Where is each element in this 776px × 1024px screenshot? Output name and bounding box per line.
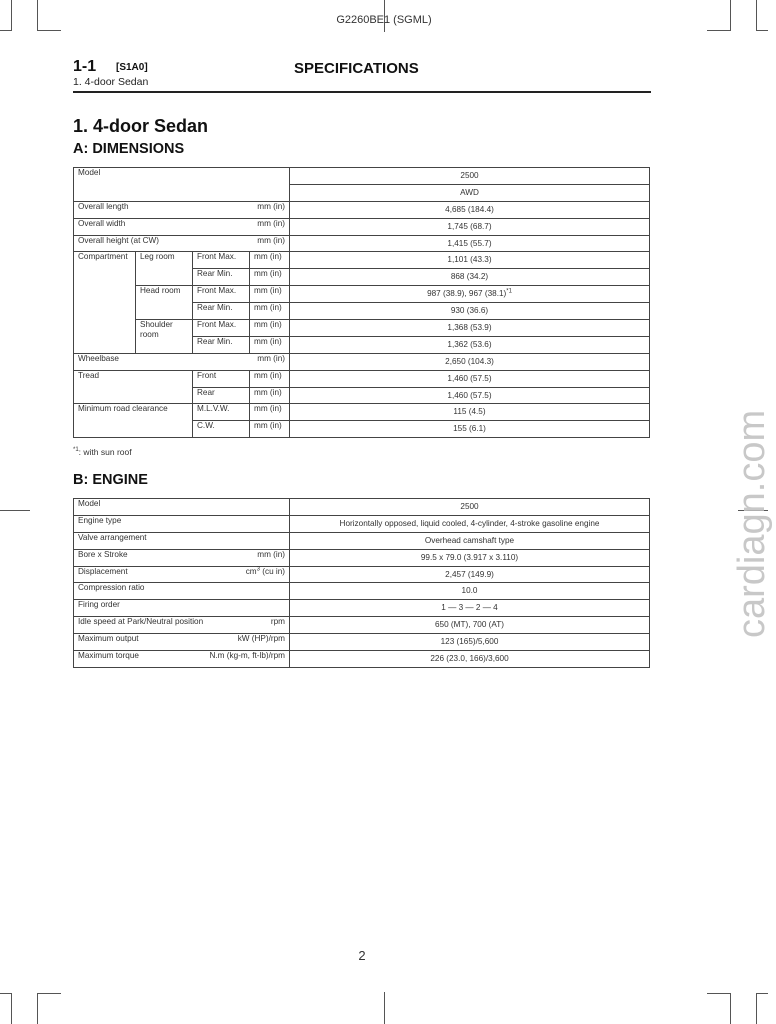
document-code: G2260BE1 (SGML) [336, 14, 432, 26]
crop-mark [0, 510, 30, 511]
crop-mark [384, 992, 385, 1024]
table-row [74, 617, 650, 634]
table-row [74, 583, 650, 600]
crop-mark [37, 993, 61, 994]
crop-mark [756, 30, 768, 31]
mlvw-label: M.L.V.W. [193, 404, 250, 421]
page-title: SPECIFICATIONS [294, 60, 419, 77]
table-row [74, 532, 650, 549]
table-row [74, 634, 650, 651]
table-row [74, 549, 650, 566]
row-label: Bore x Stroke [78, 549, 128, 559]
footnote-text: : with sun roof [78, 447, 132, 457]
row-unit: rpm [270, 617, 285, 627]
row-value: 99.5 x 79.0 (3.917 x 3.110) [290, 549, 650, 566]
table-row [74, 320, 650, 337]
engine-row-header [74, 634, 290, 651]
header-divider [73, 91, 651, 93]
crop-mark [707, 30, 731, 31]
crop-mark [0, 993, 12, 994]
front-max-label: Front Max. [193, 252, 250, 269]
engine-row-header [74, 515, 290, 532]
tread-rear-label: Rear [193, 387, 250, 404]
table-row [74, 566, 650, 583]
table-row [74, 168, 650, 185]
row-label: Compression ratio [78, 583, 145, 593]
crop-mark [707, 993, 731, 994]
row-unit: mm (in) [250, 303, 290, 320]
row-label: Valve arrangement [78, 532, 147, 542]
tread-front-label: Front [193, 370, 250, 387]
row-unit: mm (in) [250, 336, 290, 353]
rear-min-label: Rear Min. [193, 303, 250, 320]
row-value: 2,650 (104.3) [290, 353, 650, 370]
row-unit: mm (in) [257, 201, 285, 211]
row-value: 1,362 (53.6) [290, 336, 650, 353]
crop-mark [730, 994, 731, 1024]
engine-row-header [74, 583, 290, 600]
front-max-label: Front Max. [193, 320, 250, 337]
row-value: 650 (MT), 700 (AT) [290, 617, 650, 634]
table-row [74, 499, 650, 516]
watermark [726, 380, 776, 640]
model-label: Model [74, 168, 290, 202]
row-unit: mm (in) [250, 320, 290, 337]
table-row [74, 201, 650, 218]
row-value: 1,745 (68.7) [290, 218, 650, 235]
crop-mark [11, 994, 12, 1024]
row-unit: mm (in) [250, 387, 290, 404]
footnote-ref: *1 [506, 288, 512, 295]
row-label: Firing order [78, 600, 120, 610]
row-unit: $cm^3$ (cu in) [245, 565, 285, 576]
compartment-label: Compartment [74, 252, 136, 353]
engine-row-header [74, 617, 290, 634]
head-room-label: Head room [136, 286, 193, 320]
table-row [74, 252, 650, 269]
engine-table [73, 498, 650, 668]
row-unit: mm (in) [250, 421, 290, 438]
crop-mark [37, 994, 38, 1024]
engine-row-header [74, 651, 290, 668]
page-number: 2 [358, 948, 366, 963]
row-label: Model [78, 499, 101, 508]
row-unit: N.m (kg-m, ft-lb)/rpm [209, 651, 285, 661]
row-value: 1,101 (43.3) [290, 252, 650, 269]
row-value: 226 (23.0, 166)/3,600 [290, 651, 650, 668]
crop-mark [37, 30, 61, 31]
row-value: 930 (36.6) [290, 303, 650, 320]
row-unit: mm (in) [257, 353, 285, 363]
table-row [74, 218, 650, 235]
row-value: 2500 [290, 499, 650, 516]
engine-row-header [74, 499, 290, 516]
row-unit: mm (in) [250, 252, 290, 269]
row-value: Overhead camshaft type [290, 532, 650, 549]
row-unit: mm (in) [257, 218, 285, 228]
row-unit: mm (in) [250, 269, 290, 286]
row-value: 123 (165)/5,600 [290, 634, 650, 651]
row-value: 1,368 (53.9) [290, 320, 650, 337]
row-label: Idle speed at Park/Neutral position [78, 617, 204, 627]
watermark-text: cardiagn.com [731, 409, 773, 638]
row-value: 1,460 (57.5) [290, 387, 650, 404]
row-label: Displacement [78, 566, 128, 576]
row-value: 155 (6.1) [290, 421, 650, 438]
row-unit: kW (HP)/rpm [237, 634, 285, 644]
engine-row-header [74, 532, 290, 549]
table-row [74, 651, 650, 668]
row-unit: mm (in) [250, 370, 290, 387]
row-value: 987 (38.9), 967 (38.1) [427, 289, 507, 299]
engine-row-header [74, 600, 290, 617]
row-value: 115 (4.5) [290, 404, 650, 421]
crop-mark [756, 993, 768, 994]
row-value: 1 — 3 — 2 — 4 [290, 600, 650, 617]
cw-label: C.W. [193, 421, 250, 438]
row-value: 868 (34.2) [290, 269, 650, 286]
row-unit: mm (in) [250, 404, 290, 421]
row-unit: mm (in) [257, 549, 285, 559]
engine-row-header [74, 549, 290, 566]
dimensions-heading: A: DIMENSIONS [73, 141, 185, 157]
row-unit: mm (in) [257, 235, 285, 245]
leg-room-label: Leg room [136, 252, 193, 286]
table-row [74, 404, 650, 421]
row-value: 10.0 [290, 583, 650, 600]
engine-heading: B: ENGINE [73, 472, 148, 488]
row-label: Overall length [78, 201, 129, 211]
section-heading: 1. 4-door Sedan [73, 116, 209, 136]
shoulder-room-label: Shoulder room [136, 320, 193, 354]
rear-min-label: Rear Min. [193, 336, 250, 353]
page-subtitle: 1. 4-door Sedan [73, 76, 149, 88]
row-label: Engine type [78, 515, 122, 525]
row-label: Maximum torque [78, 651, 139, 661]
row-label: Wheelbase [78, 353, 119, 363]
table-row [74, 515, 650, 532]
table-row [74, 235, 650, 252]
table-row [74, 600, 650, 617]
row-unit: mm (in) [250, 286, 290, 303]
footnote [73, 447, 132, 457]
row-label: Maximum output [78, 634, 139, 644]
crop-mark [756, 994, 757, 1024]
tread-label: Tread [74, 370, 193, 404]
table-row [74, 353, 650, 370]
table-row [74, 370, 650, 387]
crop-mark [0, 30, 12, 31]
section-number: 1-1 [73, 58, 97, 75]
rear-min-label: Rear Min. [193, 269, 250, 286]
row-label: Overall height (at CW) [78, 235, 159, 245]
row-value: 1,460 (57.5) [290, 370, 650, 387]
row-label: Overall width [78, 218, 126, 228]
clearance-label: Minimum road clearance [74, 404, 193, 438]
row-value: 1,415 (55.7) [290, 235, 650, 252]
section-code: [S1A0] [116, 62, 148, 73]
dimensions-table [73, 167, 650, 438]
table-row [74, 286, 650, 303]
model-sub-value: AWD [290, 184, 650, 201]
row-value: 4,685 (184.4) [290, 201, 650, 218]
row-value: Horizontally opposed, liquid cooled, 4-cylinder, 4-stroke gasoline engine [290, 515, 650, 532]
row-value: 2,457 (149.9) [290, 566, 650, 583]
engine-row-header [74, 566, 290, 583]
model-value: 2500 [290, 168, 650, 185]
footnote-mark: *1 [73, 447, 79, 454]
front-max-label: Front Max. [193, 286, 250, 303]
